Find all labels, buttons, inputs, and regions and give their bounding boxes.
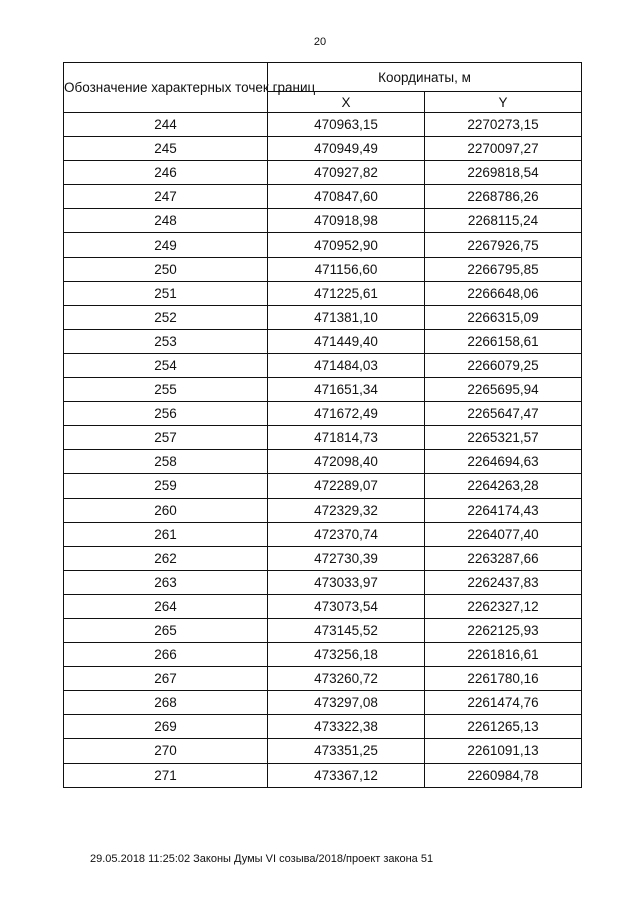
table-row <box>64 185 582 209</box>
cell-y: 2265647,47 <box>425 402 582 426</box>
cell-x: 472098,40 <box>268 450 425 474</box>
cell-point: 264 <box>64 594 268 618</box>
cell-y: 2268786,26 <box>425 185 582 209</box>
cell-point: 255 <box>64 378 268 402</box>
cell-x: 473367,12 <box>268 763 425 787</box>
cell-y: 2262327,12 <box>425 594 582 618</box>
header-y: Y <box>425 92 582 113</box>
cell-point: 269 <box>64 715 268 739</box>
table-row <box>64 329 582 353</box>
footer-text: 29.05.2018 11:25:02 Законы Думы VI созыва/2018/проект закона 51 <box>90 853 434 865</box>
cell-y: 2266079,25 <box>425 353 582 377</box>
table-row <box>64 715 582 739</box>
table-row <box>64 402 582 426</box>
table-row <box>64 305 582 329</box>
cell-y: 2265695,94 <box>425 378 582 402</box>
header-coordinates: Координаты, м <box>268 63 582 92</box>
cell-point: 262 <box>64 546 268 570</box>
cell-y: 2261091,13 <box>425 739 582 763</box>
cell-point: 263 <box>64 570 268 594</box>
table-row <box>64 594 582 618</box>
coordinates-table <box>63 62 582 788</box>
page-number: 20 <box>313 36 327 48</box>
cell-point: 247 <box>64 185 268 209</box>
cell-point: 245 <box>64 137 268 161</box>
cell-point: 254 <box>64 353 268 377</box>
cell-y: 2261474,76 <box>425 691 582 715</box>
table-row <box>64 643 582 667</box>
cell-point: 252 <box>64 305 268 329</box>
cell-x: 471225,61 <box>268 281 425 305</box>
cell-point: 249 <box>64 233 268 257</box>
cell-point: 271 <box>64 763 268 787</box>
cell-point: 256 <box>64 402 268 426</box>
cell-y: 2264263,28 <box>425 474 582 498</box>
table-row <box>64 763 582 787</box>
cell-y: 2265321,57 <box>425 426 582 450</box>
table-row <box>64 498 582 522</box>
cell-x: 470952,90 <box>268 233 425 257</box>
cell-x: 470949,49 <box>268 137 425 161</box>
table-row <box>64 570 582 594</box>
cell-y: 2261780,16 <box>425 667 582 691</box>
cell-x: 472730,39 <box>268 546 425 570</box>
cell-point: 265 <box>64 618 268 642</box>
table-row <box>64 209 582 233</box>
cell-x: 472329,32 <box>268 498 425 522</box>
table-row <box>64 137 582 161</box>
cell-y: 2261816,61 <box>425 643 582 667</box>
cell-point: 259 <box>64 474 268 498</box>
cell-point: 248 <box>64 209 268 233</box>
cell-y: 2262125,93 <box>425 618 582 642</box>
table-row <box>64 353 582 377</box>
cell-y: 2270097,27 <box>425 137 582 161</box>
header-x: X <box>268 92 425 113</box>
cell-point: 261 <box>64 522 268 546</box>
cell-y: 2266315,09 <box>425 305 582 329</box>
cell-y: 2262437,83 <box>425 570 582 594</box>
header-point-designation: Обозначение характерных точек границ <box>64 63 268 113</box>
cell-point: 246 <box>64 161 268 185</box>
cell-x: 470927,82 <box>268 161 425 185</box>
table-row <box>64 450 582 474</box>
cell-x: 472289,07 <box>268 474 425 498</box>
cell-x: 471449,40 <box>268 329 425 353</box>
cell-x: 470963,15 <box>268 113 425 137</box>
cell-y: 2266795,85 <box>425 257 582 281</box>
table-row <box>64 618 582 642</box>
cell-y: 2264077,40 <box>425 522 582 546</box>
cell-x: 471156,60 <box>268 257 425 281</box>
table-row <box>64 378 582 402</box>
cell-x: 473256,18 <box>268 643 425 667</box>
cell-x: 470918,98 <box>268 209 425 233</box>
cell-x: 473322,38 <box>268 715 425 739</box>
cell-y: 2263287,66 <box>425 546 582 570</box>
cell-x: 473145,52 <box>268 618 425 642</box>
table-row <box>64 426 582 450</box>
table-row <box>64 522 582 546</box>
cell-y: 2261265,13 <box>425 715 582 739</box>
cell-x: 473297,08 <box>268 691 425 715</box>
cell-x: 473351,25 <box>268 739 425 763</box>
cell-y: 2270273,15 <box>425 113 582 137</box>
cell-x: 471814,73 <box>268 426 425 450</box>
table-header <box>64 63 582 113</box>
cell-y: 2264694,63 <box>425 450 582 474</box>
table-row <box>64 257 582 281</box>
cell-y: 2268115,24 <box>425 209 582 233</box>
cell-point: 244 <box>64 113 268 137</box>
cell-y: 2266648,06 <box>425 281 582 305</box>
cell-point: 253 <box>64 329 268 353</box>
cell-y: 2267926,75 <box>425 233 582 257</box>
cell-x: 473073,54 <box>268 594 425 618</box>
cell-x: 471484,03 <box>268 353 425 377</box>
cell-point: 267 <box>64 667 268 691</box>
cell-point: 251 <box>64 281 268 305</box>
table-row <box>64 233 582 257</box>
cell-point: 268 <box>64 691 268 715</box>
table-row <box>64 281 582 305</box>
table-row <box>64 161 582 185</box>
cell-point: 270 <box>64 739 268 763</box>
cell-point: 258 <box>64 450 268 474</box>
table-row <box>64 474 582 498</box>
cell-point: 266 <box>64 643 268 667</box>
cell-y: 2264174,43 <box>425 498 582 522</box>
cell-x: 472370,74 <box>268 522 425 546</box>
table-row <box>64 691 582 715</box>
cell-x: 470847,60 <box>268 185 425 209</box>
cell-y: 2266158,61 <box>425 329 582 353</box>
cell-point: 257 <box>64 426 268 450</box>
cell-y: 2260984,78 <box>425 763 582 787</box>
cell-point: 250 <box>64 257 268 281</box>
table-row <box>64 739 582 763</box>
cell-x: 473260,72 <box>268 667 425 691</box>
cell-x: 473033,97 <box>268 570 425 594</box>
cell-x: 471672,49 <box>268 402 425 426</box>
table-row <box>64 546 582 570</box>
table-body <box>64 113 582 788</box>
cell-y: 2269818,54 <box>425 161 582 185</box>
table-row <box>64 667 582 691</box>
cell-point: 260 <box>64 498 268 522</box>
cell-x: 471651,34 <box>268 378 425 402</box>
table-row <box>64 113 582 137</box>
cell-x: 471381,10 <box>268 305 425 329</box>
